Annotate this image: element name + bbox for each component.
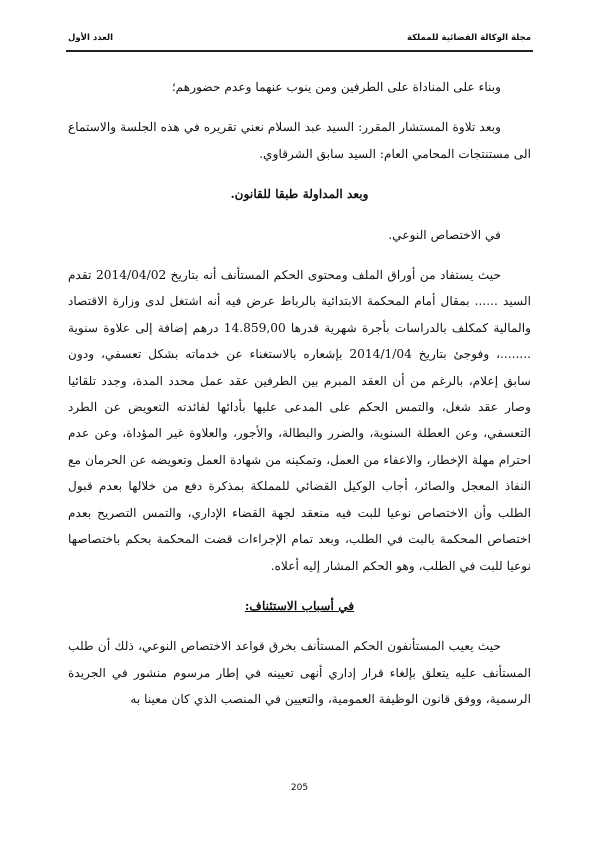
- section-jurisdiction: في الاختصاص النوعي.: [388, 227, 501, 242]
- journal-title: مجلة الوكالة القضائية للمملكة: [406, 33, 531, 43]
- paragraph-facts: حيث يستفاد من أوراق الملف ومحتوى الحكم المستأنف أنه بتاريخ 2014/04/02 تقدم السيد ...... بمقال أمام المحكمة الابتدائية بالرباط عرض فيه أنه اشتغل لدى وزارة الاقتصاد والمالية كمكلف بالدراسات بأجرة شهرية قدرها 14.859,00 درهم إضافة إلى علاوة سنوية ........، وفوجئ بتاريخ 2014/1/04 بإشعاره بالاستغناء عن خدماته بشكل تعسفي، ودون سابق إعلام، بالرغم من أن العقد المبرم بين الطرفين عقد عمل محدد المدة، وجدد تلقائيا وصار عقد شغل، والتمس الحكم على المدعى عليها بأدائها لفائدته التعويض عن الطرد التعسفي، وعن العطلة السنوية، والضرر والبطالة، والأجور، والعلاوة غير المؤداة، وعن عدم احترام مهلة الإخطار، والاعفاء من العمل، وتمكينه من شهادة العمل وتعويضه عن الحرمان مع النفاذ المعجل والصائر، أجاب الوكيل القضائي للمملكة بمذكرة دفع من خلالها بعدم قبول الطلب وأن الاختصاص نوعيا للبت فيه منعقد لجهة القضاء الإداري، والتمس التصريح بعدم اختصاص المحكمة بالبت في الطلب، وبعد تمام الإجراءات قضت المحكمة بحكم باختصاصها نوعيا للبت في الطلب، وهو الحكم المشار إليه أعلاه.: [68, 268, 531, 573]
- heading-deliberation: وبعد المداولة طبقا للقانون.: [230, 187, 369, 202]
- header-divider: [66, 50, 533, 52]
- body-text: [68, 74, 531, 713]
- heading-appeal-grounds: في أسباب الاستئناف:: [244, 598, 355, 613]
- paragraph-rapporteur: وبعد تلاوة المستشار المقرر: السيد عبد السلام نعني تقريره في هذه الجلسة والاستماع الى مستنتجات المحامي العام: السيد سابق الشرقاوي.: [68, 120, 531, 161]
- issue-label: العدد الأول: [68, 33, 114, 43]
- paragraph-appeal-grounds: حيث يعيب المستأنفون الحكم المستأنف بخرق قواعد الاختصاص النوعي، ذلك أن طلب المستأنف عليه يتعلق بإلغاء قرار إداري أنهى تعيينه في إطار مرسوم منشور في الجريدة الرسمية، ووفق قانون الوظيفة العمومية، والتعيين في المنصب الذي كان معينا به: [68, 639, 531, 707]
- page-number: 205: [290, 783, 309, 793]
- paragraph-calling-parties: وبناء على المناداة على الطرفين ومن ينوب عنهما وعدم حضورهم؛: [171, 80, 501, 94]
